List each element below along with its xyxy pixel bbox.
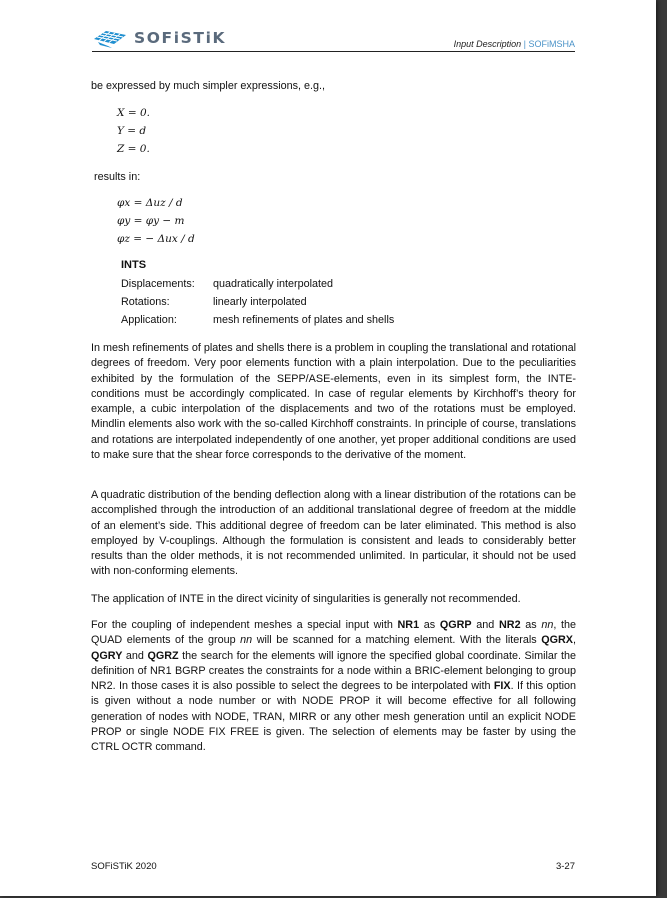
logo-text: SOFiSTiK bbox=[134, 29, 227, 47]
equation-phi-y: φy = φy − m bbox=[117, 215, 185, 227]
sofistik-logo bbox=[92, 25, 226, 51]
keyword-qgry: QGRY bbox=[91, 649, 123, 662]
header-separator: | bbox=[523, 39, 526, 49]
ints-row-rotations bbox=[121, 296, 307, 308]
header-title bbox=[454, 39, 575, 49]
ints-row-displacements bbox=[121, 278, 333, 290]
ints-value: linearly interpolated bbox=[213, 296, 307, 308]
equation-x: X = 0. bbox=[117, 107, 150, 119]
doc-title: Input Description bbox=[453, 39, 522, 49]
paragraph-quadratic-distribution: A quadratic distribution of the bending deflection along with a linear distribution of the rotations can be accomplished through the introduction of an additional translational degree of freedom at the middle of an element’s side. This additional degree of freedom can be later eliminated. This method is also employed by V-couplings. Although the formulation is consistent and leads to considerably better results than the older methods, it is not recommended unlimited. In particular, it should not be used with non-conforming elements. bbox=[91, 489, 576, 578]
equation-y: Y = d bbox=[117, 125, 147, 137]
keyword-nr2: NR2 bbox=[498, 619, 521, 631]
keyword-fix: FIX bbox=[493, 680, 511, 693]
keyword-qgrz: QGRZ bbox=[147, 649, 179, 662]
ints-key: Displacements: bbox=[121, 278, 195, 290]
intro-text: be expressed by much simpler expressions, e.g., bbox=[91, 80, 326, 92]
paragraph-singularities: The application of INTE in the direct vicinity of singularities is generally not recommended. bbox=[91, 593, 521, 605]
ints-value: mesh refinements of plates and shells bbox=[213, 314, 395, 326]
header-rule bbox=[92, 51, 575, 52]
ints-key: Application: bbox=[121, 314, 177, 326]
paragraph-mesh-refinements: In mesh refinements of plates and shells there is a problem in coupling the translational and rotational degrees of freedom. Very poor elements function with a plain interpolation. Due to the peculiarities exhibited by the formulation of the SEPP/ASE-elements, even in its simplest form, the INTE-conditions must be accordingly complicated. In case of regular elements by Kirchhoff’s theory for example, a cubic interpolation of the displacements and two of the rotations must be employed. Mindlin elements also work with the so-called Kirchhoff constraints. In principle of course, translations and rotations are interpolated independently of one another, yet proper additional conditions are used to make sure that the shear force corresponds to the derivative of the moment. bbox=[91, 342, 576, 462]
equation-phi-z: φz = − Δux / d bbox=[117, 233, 195, 245]
ints-key: Rotations: bbox=[121, 296, 170, 308]
keyword-nr1: NR1 bbox=[397, 619, 420, 631]
ints-value: quadratically interpolated bbox=[213, 278, 334, 290]
equation-phi-x: φx = Δuz / d bbox=[117, 197, 183, 209]
keyword-qgrx: QGRX bbox=[541, 634, 573, 647]
keyword-qgrp: QGRP bbox=[439, 619, 472, 631]
program-name: SOFiMSHA bbox=[528, 39, 575, 49]
ints-row-application bbox=[121, 314, 394, 326]
logo-mesh-icon bbox=[92, 27, 128, 49]
page-number: 3-27 bbox=[555, 861, 575, 872]
results-in-text: results in: bbox=[94, 171, 141, 183]
footer-left: SOFiSTiK 2020 bbox=[91, 861, 157, 872]
paragraph-coupling: For the coupling of independent meshes a special input with NR1 as QGRP and NR2 as nn, the QUAD elements of the group nn will be scanned for a matching element. With the literals QGRX, QGRY and QGRZ the search for the elements will ignore the specified global coordinate. Similar the definition of NR1 BGRP creates the constraints for a node within a BRIC-element belonging to group NR2. In those cases it is also possible to select the degrees to be interpolated with FIX. If this option is given without a node number or with NODE PROP it will become effective for all following generation of nodes with NODE, TRAN, MIRR or any other mesh generation until an explicit NODE PROP or single NODE FIX FREE is given. The selection of elements may be faster by using the CTRL OCTR command. bbox=[91, 619, 577, 754]
equation-z: Z = 0. bbox=[117, 143, 150, 155]
ints-title: INTS bbox=[121, 259, 147, 271]
